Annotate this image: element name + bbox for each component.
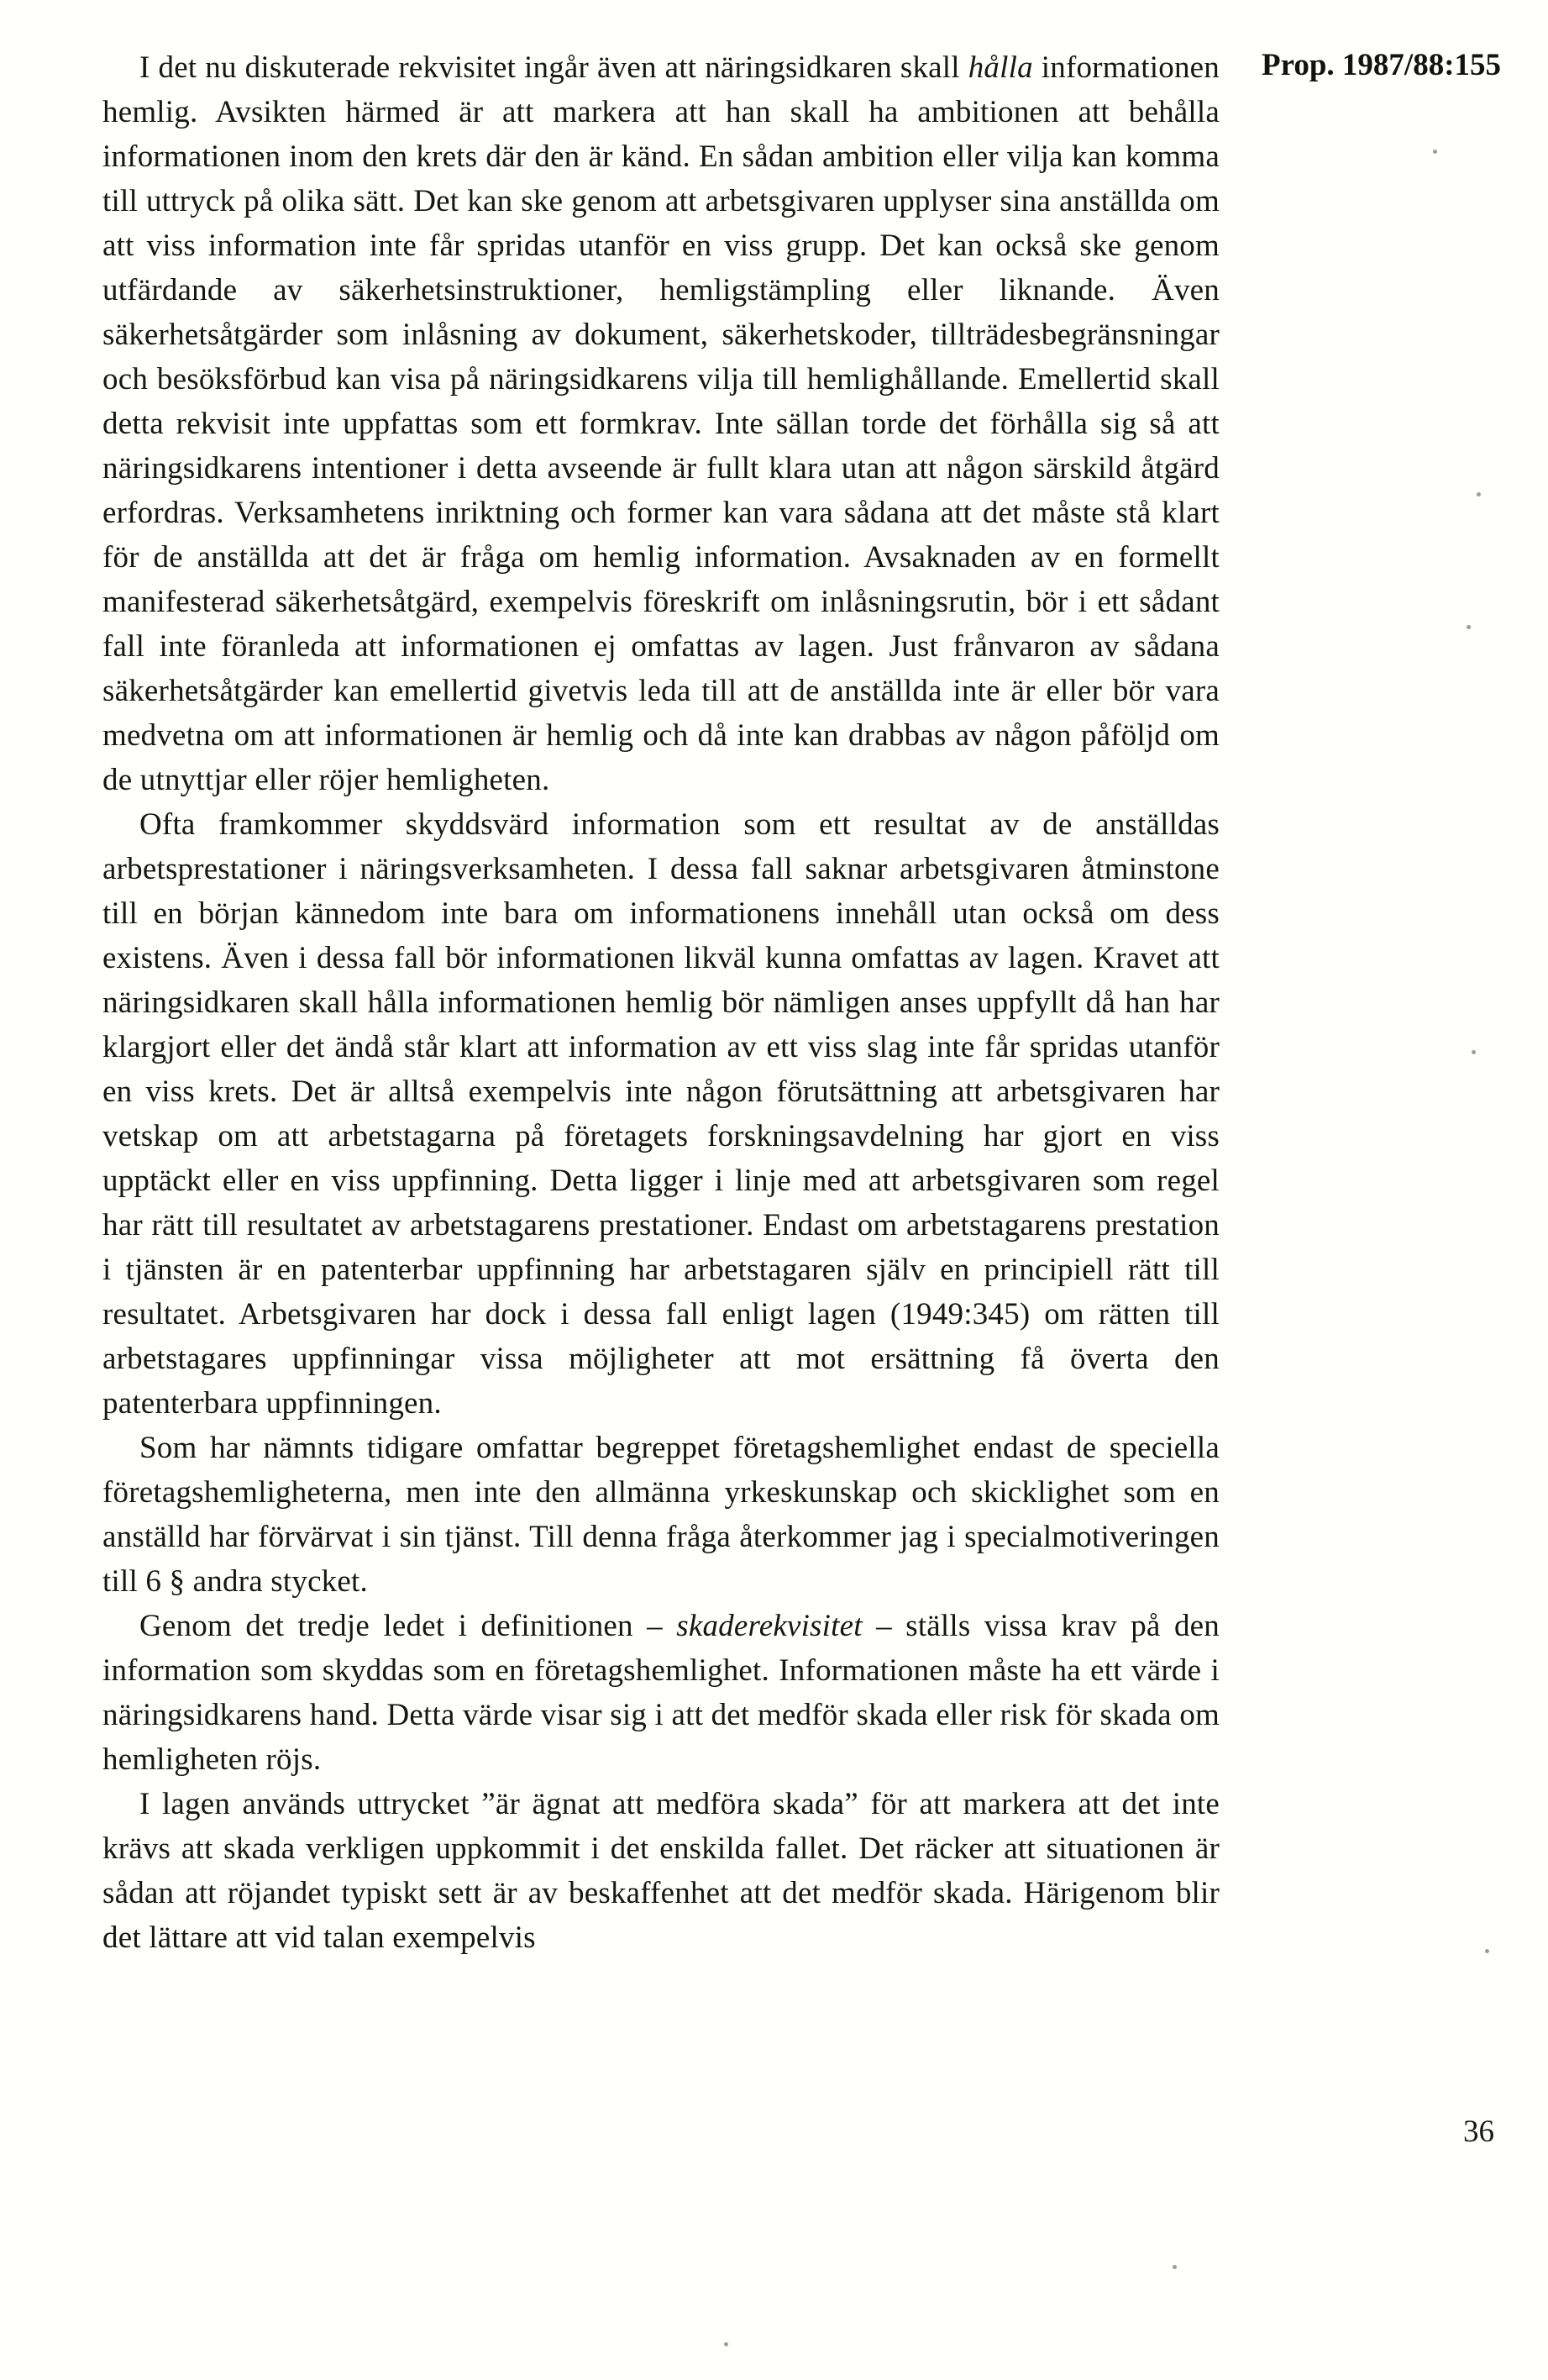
paragraph bbox=[102, 802, 1220, 1426]
paragraph bbox=[102, 1426, 1220, 1604]
text-run: I lagen används uttrycket ”är ägnat att medföra skada” för att markera att det inte krävs att skada verkligen uppkommit i det enskilda fallet. Det räcker att situationen är sådan att röjandet typiskt sett är av beskaffenhet att det medför skada. Härigenom blir det lättare att vid talan exempelvis bbox=[102, 1787, 1220, 1955]
text-run: Genom det tredje ledet i definitionen – bbox=[139, 1609, 677, 1643]
text-run: Ofta framkommer skyddsvärd information som ett resultat av de anställdas arbetsprestationer i näringsverksamheten. I dessa fall saknar arbetsgivaren åtminstone till en början kännedom inte bara om informationens innehåll utan också om dess existens. Även i dessa fall bör informationen likväl kunna omfattas av lagen. Kravet att näringsidkaren skall hålla informationen hemlig bör nämligen anses uppfyllt då han har klargjort eller det ändå står klart att information av ett viss slag inte får spridas utanför en viss krets. Det är alltså exempelvis inte någon förutsättning att arbetsgivaren har vetskap om att arbetstagarna på företagets forskningsavdelning har gjort en viss upptäckt eller en viss uppfinning. Detta ligger i linje med att arbetsgivaren som regel har rätt till resultatet av arbetstagarens prestationer. Endast om arbetstagarens prestation i tjänsten är en patenterbar uppfinning har arbetstagaren själv en principiell rätt till resultatet. Arbetsgivaren har dock i dessa fall enligt lagen (1949:345) om rätten till arbetstagares uppfinningar vissa möjligheter att mot ersättning få överta den patenterbara uppfinningen. bbox=[102, 807, 1220, 1421]
paragraph bbox=[102, 45, 1220, 802]
text-run: informationen hemlig. Avsikten härmed är att markera att han skall ha ambitionen att behålla informationen inom den krets där den är känd. En sådan ambition eller vilja kan komma till uttryck på olika sätt. Det kan ske genom att arbetsgivaren upplyser sina anställda om att viss information inte får spridas utanför en viss grupp. Det kan också ske genom utfärdande av säkerhetsinstruktioner, hemligstämpling eller liknande. Även säkerhetsåtgärder som inlåsning av dokument, säkerhetskoder, tillträdesbegränsningar och besöksförbud kan visa på näringsidkarens vilja till hemlighållande. Emellertid skall detta rekvisit inte uppfattas som ett formkrav. Inte sällan torde det förhålla sig så att näringsidkarens intentioner i detta avseende är fullt klara utan att någon särskild åtgärd erfordras. Verksamhetens inriktning och former kan vara sådana att det måste stå klart för de anställda att det är fråga om hemlig information. Avsaknaden av en formellt manifesterad säkerhetsåtgärd, exempelvis föreskrift om inlåsningsrutin, bör i ett sådant fall inte föranleda att informationen ej omfattas av lagen. Just frånvaron av sådana säkerhetsåtgärder kan emellertid givetvis leda till att de anställda inte är eller bör vara medvetna om att informationen är hemlig och då inte kan drabbas av någon påföljd om de utnyttjar eller röjer hemligheten. bbox=[102, 50, 1220, 797]
scan-speck bbox=[1477, 492, 1481, 496]
paragraph bbox=[102, 1782, 1220, 1960]
scan-speck bbox=[724, 2342, 728, 2346]
italic-text-run: hålla bbox=[968, 50, 1033, 85]
document-body bbox=[102, 45, 1220, 1960]
scan-speck bbox=[1472, 1050, 1476, 1054]
paragraph bbox=[102, 1604, 1220, 1782]
header-proposition-ref: Prop. 1987/88:155 bbox=[1262, 48, 1502, 82]
scan-speck bbox=[1467, 625, 1471, 629]
scan-speck bbox=[1433, 150, 1437, 154]
scan-speck bbox=[1485, 1949, 1489, 1953]
scan-speck bbox=[1173, 2265, 1177, 2269]
text-run: – ställs vissa krav på den information som skyddas som en företagshemlighet. Informationen måste ha ett värde i näringsidkarens hand. Detta värde visar sig i att det medför skada eller risk för skada om hemligheten röjs. bbox=[102, 1609, 1220, 1777]
italic-text-run: skaderekvisitet bbox=[676, 1609, 863, 1643]
page-number: 36 bbox=[1463, 2115, 1494, 2149]
text-run: I det nu diskuterade rekvisitet ingår även att näringsidkaren skall bbox=[139, 50, 968, 85]
text-run: Som har nämnts tidigare omfattar begreppet företagshemlighet endast de speciella företagshemligheterna, men inte den allmänna yrkeskunskap och skicklighet som en anställd har förvärvat i sin tjänst. Till denna fråga återkommer jag i specialmotiveringen till 6 § andra stycket. bbox=[102, 1431, 1220, 1599]
